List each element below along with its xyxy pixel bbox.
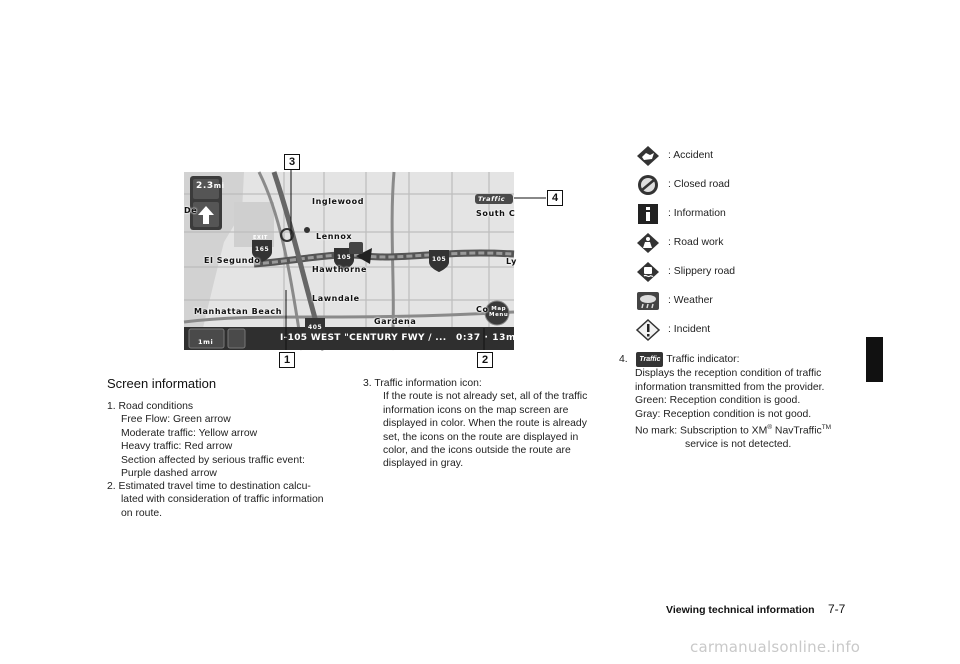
place-south-c: South C — [476, 209, 516, 218]
item-4-line: Green: Reception condition is good. — [635, 395, 801, 407]
item-2 — [107, 480, 347, 520]
section-heading: Screen information — [107, 376, 217, 391]
item-1-line: Moderate traffic: Yellow arrow — [121, 427, 258, 439]
item-1-line: Free Flow: Green arrow — [121, 414, 231, 426]
place-inglewood: Inglewood — [312, 197, 365, 206]
item-3-line: color, and the icons outside the route are — [383, 445, 571, 457]
place-co: Co — [476, 305, 489, 314]
item-3-line: displayed in color. When the route is already — [383, 418, 587, 430]
item-3-line: If the route is not already set, all of the traffic — [383, 391, 588, 403]
item-4-title-row — [619, 352, 859, 367]
place-manhattan-beach: Manhattan Beach — [194, 307, 283, 316]
exit-sign-number: 165 — [255, 246, 270, 253]
callout-1: 1 — [279, 352, 295, 368]
place-hawthorne: Hawthorne — [312, 265, 367, 274]
callout-4: 4 — [547, 190, 563, 206]
watermark: carmanualsonline.info — [690, 638, 861, 656]
road-work-icon — [636, 232, 660, 254]
legend-text: : Road work — [668, 237, 724, 248]
exit-sign-label: EXIT — [253, 235, 268, 241]
legend-text: : Incident — [668, 324, 711, 335]
item-1-line: Section affected by serious traffic event: — [121, 454, 305, 466]
footer-page-number: 7-7 — [828, 602, 846, 616]
item-3 — [363, 377, 603, 471]
incident-icon — [636, 319, 660, 341]
distance-unit: mi — [213, 182, 225, 190]
map-menu-line1: Map — [491, 306, 507, 312]
chapter-tab — [866, 337, 883, 382]
item-2-line: lated with consideration of traffic information — [121, 494, 324, 506]
callout-2: 2 — [477, 352, 493, 368]
place-lennox: Lennox — [316, 232, 353, 241]
legend-text: : Weather — [668, 295, 713, 306]
nomark-prefix: No mark: Subscription to XM — [635, 425, 768, 437]
nomark-mid: NavTraffic — [772, 425, 822, 437]
distance-value: 2.3 — [196, 181, 214, 191]
traffic-indicator-badge: Traffic — [636, 352, 663, 367]
trademark: TM — [821, 424, 832, 432]
item-3-line: information icons on the map screen are — [383, 404, 569, 416]
item-3-line: set, the icons on the route are displayed in — [383, 431, 579, 443]
place-gardena: Gardena — [374, 317, 417, 326]
footer-section-title: Viewing technical information — [666, 604, 815, 616]
shield-105-b: 105 — [432, 256, 447, 263]
legend-text: : Information — [668, 208, 726, 219]
item-4-nomark-cont: service is not detected. — [685, 438, 792, 450]
legend-text: : Slippery road — [668, 266, 735, 277]
place-lawndale: Lawndale — [312, 294, 360, 303]
information-icon — [636, 203, 660, 225]
place-ly: Ly — [506, 257, 517, 266]
slippery-road-icon — [636, 261, 660, 283]
item-1-body — [107, 413, 347, 480]
item-4-line: information transmitted from the provider. — [635, 381, 825, 393]
callout-3: 3 — [284, 154, 300, 170]
item-4 — [619, 352, 859, 451]
weather-icon — [636, 290, 660, 312]
item-4-nomark-line — [635, 421, 859, 438]
road-name-bar: I-105 WEST "CENTURY FWY / ... — [280, 333, 447, 343]
item-4-body — [619, 367, 859, 451]
item-1 — [107, 400, 347, 480]
time-distance-readout: 0:37 · 13mi — [456, 333, 520, 343]
item-3-line: displayed in gray. — [383, 458, 464, 470]
closed-road-icon — [636, 174, 660, 196]
accident-icon — [636, 145, 660, 167]
legend-text: : Closed road — [668, 179, 730, 190]
scale-button[interactable]: 1mi — [198, 338, 214, 346]
shield-105-a: 105 — [337, 254, 352, 261]
map-menu-line2: Menu — [489, 312, 509, 318]
item-2-line: 2. Estimated travel time to destination calcu- — [107, 481, 311, 492]
item-1-line: Heavy traffic: Red arrow — [121, 441, 233, 453]
item-4-number: 4. — [619, 354, 628, 365]
item-4-line: Displays the reception condition of traffic — [635, 368, 822, 380]
legend-text: : Accident — [668, 150, 714, 161]
place-el-segundo: El Segundo — [204, 256, 261, 265]
registered-mark: ® — [767, 424, 773, 432]
item-4-line: Gray: Reception condition is not good. — [635, 408, 812, 420]
shield-405: 405 — [308, 324, 323, 331]
traffic-indicator-button[interactable]: Traffic — [478, 195, 506, 203]
item-4-title: Traffic indicator: — [666, 354, 740, 365]
item-1-title: 1. Road conditions — [107, 401, 194, 412]
item-3-title: 3. Traffic information icon: — [363, 378, 482, 389]
item-2-line: on route. — [121, 507, 163, 519]
item-1-line: Purple dashed arrow — [121, 468, 217, 480]
place-de: De — [184, 206, 198, 215]
item-3-body — [363, 390, 603, 470]
